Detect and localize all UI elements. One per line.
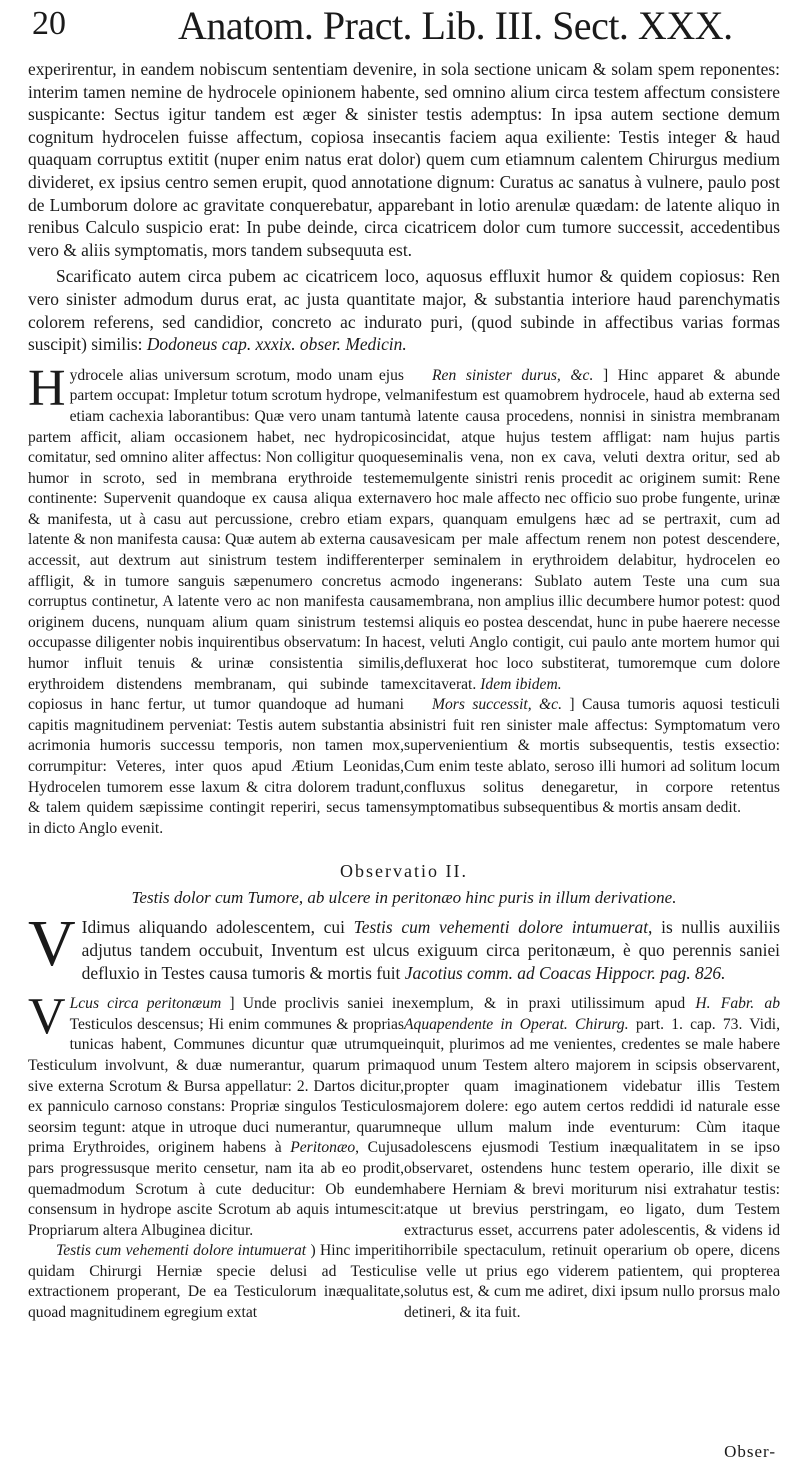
observation-text-italic: Testis cum vehementi dolore intumuerat bbox=[353, 917, 649, 938]
bottom-left-note-1-b: , Cujus pars progressusque merito censetur, nam ita ab eo prodit, quemadmodum Scrotum à cute deducitur: Ob eundem consensum in hydrope ascite Scrotum ab aquis intumescit: Propriarum altera Albuginea dicitur. bbox=[28, 1139, 404, 1239]
page-number: 20 bbox=[32, 5, 66, 42]
lemma-mors-successit: Mors successit, &c. bbox=[432, 696, 562, 714]
observation-heading: Observatio II. bbox=[340, 861, 468, 882]
observation-citation: Jacotius comm. ad Coacas Hippocr. pag. 826. bbox=[404, 962, 726, 983]
bottom-left-note-1-a: ] Unde proclivis saniei in Testiculos descensus; Hi enim communes & proprias tunicas habent, Communes dicuntur quæ utrumque Testiculum involvunt, & duæ numerantur, quarum prima sive externa Scrotum & Bursa appellatur: 2. Dartos dicitur, ex panniculo carnoso constans: Propriæ singulos Testiculos seorsim tegunt: atque in utroque duci numerantur, quarum prima Erythroides, originem habens à bbox=[28, 995, 404, 1157]
bottom-left-note-2-body: ) Hinc imperiti quidam Chirurgi Herniæ specie delusi ad Testiculi extractionem properant, De ea Testiculorum inæqualitate, quoad magnitudinem egregium extat bbox=[28, 1242, 404, 1322]
observation-subtitle: Testis dolor cum Tumore, ab ulcere in peritonæo hinc puris in illum derivatione. bbox=[131, 888, 677, 908]
running-head: Anatom. Pract. Lib. III. Sect. XXX. bbox=[178, 3, 733, 48]
commentary-right-note-2 bbox=[404, 695, 780, 819]
drop-cap-v: V bbox=[28, 907, 76, 981]
bottom-right-citation: H. Fabr. ab Aquapendente in Operat. Chirurg. bbox=[404, 995, 780, 1033]
intro-paragraph-2 bbox=[28, 265, 780, 355]
bottom-right-a: exemplum, & in praxi utilissimum apud bbox=[404, 995, 686, 1013]
lemma-ulcus: Lcus circa peritonæum bbox=[69, 995, 222, 1013]
observation-text bbox=[28, 907, 780, 984]
commentary-left-text bbox=[28, 359, 404, 840]
bottom-right-note bbox=[404, 994, 780, 1324]
commentary-bottom-right-column bbox=[404, 994, 780, 1324]
page-header bbox=[28, 4, 780, 58]
commentary-left-body: ydrocele alias universum scrotum, modo unam ejus partem occupat: Impletur totum scrotum hydrope, vel etiam cachexia laborantibus: Quæ vero unam tantum partem afficit, aliam occasionem habet, nec hydropicos comitatur, sed omnino aliter affectus: Non colligitur quoque humor in scroto, sed in membrana erythroide testem continente: Supervenit quandoque ex causa aliqua externa & manifesta, ut à casu aut percussione, crebro etiam ex latente & non manifesta causa: Quæ autem ab externa causa accessit, aut dextrum aut sinistrum testem indifferenter affligit, & in tumore sanguis sæpenumero concretus ac corruptus continetur, A latente vero ac non manifesta causa originem ducens, nunquam alium quam sinistrum testem occupasse diligenter nobis inquirentibus observatum: In hac humor influit tenuis & urinæ consistentia similis, erythroidem distendens membranam, qui subinde tam copiosus in hanc fertur, ut tumor quandoque ad humani capitis magnitudinem perveniat: Testis autem substantia ab acrimonia humoris successu temporis, non tamen mox, corrumpitur: Veteres, inter quos apud Ætium Leonidas, Hydrocelen tumorem esse laxum & citra dolorem tradunt, & talem quidem sæpissime contingit reperiri, secus tamen in dicto Anglo evenit. bbox=[28, 366, 404, 837]
commentary-columns-bottom bbox=[28, 988, 780, 1324]
intro-paragraph-2-text: Scarificato autem circa pubem ac cicatricem loco, aquosus effluxit humor & quidem copiosus: Ren vero sinister admodum durus erat, ac justa quantitate major, & substantia interiore haud parenchymatis colorem referens, sed candidior, concreto ac indurato puri, (quod subinde in affectibus varias formas suscipit) similis: bbox=[28, 266, 780, 355]
bottom-left-note-1-italic: Peritonæo bbox=[290, 1139, 356, 1157]
commentary-bottom-left-column bbox=[28, 988, 404, 1324]
observation-text-a: Idimus aliquando adolescentem, cui bbox=[81, 917, 345, 938]
lemma-testis: Testis cum vehementi dolore intumuerat bbox=[56, 1242, 307, 1260]
bottom-left-note-1 bbox=[28, 988, 404, 1241]
catchword: Obser- bbox=[724, 1442, 776, 1461]
note-1-citation: Idem ibidem. bbox=[480, 675, 562, 693]
intro-citation: Dodoneus cap. xxxix. obser. Medicin. bbox=[146, 334, 407, 355]
bottom-right-b: part. 1. cap. 73. Vidi, inquit, plurimos ad me venientes, credentes se male habere quod unum Testem altero majorem in scipsis observarent, propter quam imaginationem videbatur illis Testem majorem dolere: ego autem certos reddidi id naturale esse neque ullum malum inde eventurum: Cùm itaque adolescens ejusmodi Testium inæqualitatem in se ipso observaret, ostendens hunc testem operario, ille dixit se habere Herniam & brevi moriturum nisi extrahatur testis: atque ut brevius perstringam, eo ligato, dum Testem extracturus esset, accurrens pater adolescentis, & videns id horribile spectaculum, retinuit operarium ob opere, dicens se velle ut prius ego viderem patientem, qui propterea solutus est, & cum me adiret, dixi ipsum nullo prorsus malo detineri, & ita fuit. bbox=[404, 1015, 780, 1322]
commentary-columns-top bbox=[28, 359, 781, 840]
commentary-left-column bbox=[28, 359, 404, 840]
note-1-body: ] Hinc apparet & abunde manifestum est quamobrem hydrocele, haud ab externa sed à latente causa procedens, nonnisi in sinistra membranam incidat, atque hujus testem affligat: nam hujus partis seminalis vena, non ex cava, veluti dextra oritur, sed ab emulgente sinistri renis procedit ac originem sumit: Rene vero hoc male affecto nec officio suo probe fungente, urinæ pars, quanquam emulgens hæc ad se pertraxit, cum ad vesicam per male affectum renem non potest descendere, per seminalem in erythroidem delabitur, hydrocelen eo modo ingenerans: Sublato autem Teste una cum sua membrana, non amplius illic decumbere humor potest: quod si aliquis eo postea descendat, hunc in pube haerere necesse est, veluti Anglo contigit, cui paulo ante mortem humor qui defluxerat hoc loco substiterat, tumoremque cum dolore excitaverat. bbox=[404, 366, 780, 693]
commentary-right-note-1 bbox=[404, 366, 780, 696]
bottom-left-note-2 bbox=[28, 1241, 404, 1323]
note-2-body: ] Causa tumoris aquosi testiculi sinistri fuit ren sinister male affectus: Symptomatum vero supervenientium & mortis subsequentis, testis exsectio: Cum enim teste ablato, seroso illi humori ad solitum locum confluxus solitus denegaretur, in corpore retentus symptomatibus subsequentibus & mortis ansam dedit. bbox=[404, 696, 781, 817]
lemma-ren-sinister: Ren sinister durus, &c. bbox=[432, 366, 594, 384]
drop-cap-v-small: V bbox=[28, 988, 66, 1046]
observation-text-b: , is nullis auxiliis adjutus tandem occubuit, Inventum est ulcus exiguum circa peritonæum, è quo perennis saniei defluxio in Testes causa tumoris & mortis fuit bbox=[81, 917, 780, 983]
intro-paragraph-1: experirentur, in eandem nobiscum sententiam devenire, in sola sectione unicam & solam spem reponentes: interim tamen nemine de hydrocele opinionem habente, sed omnino alium circa testem affectum consistere suspicante: Sectus igitur tandem est æger & sinister testis ademptus: In ipsa autem sectione demum cognitum hydrocelen fuisse affectum, copiosa insecantis faciem aqua exiliente: Testis integer & haud quaquam corruptus extitit (nuper enim natus erat dolor) quem cum etiamnum calentem Chirurgus medium divideret, ex ipsius centro semen erupit, quod annotatione dignum: Curatus ac sanatus à vulnere, paulo post de Lumborum dolore ac gravitate conquerebatur, apparebant in lotio arenulæ quædam: de latente aliquo in renibus Calculo suspicio erat: In pube deinde, circa cicatricem dolor cum tumore successit, accedentibus vero & aliis symptomatis, mors tandem subsequuta est. bbox=[28, 59, 780, 260]
drop-cap-h: H bbox=[28, 359, 66, 417]
commentary-right-column bbox=[404, 366, 780, 840]
